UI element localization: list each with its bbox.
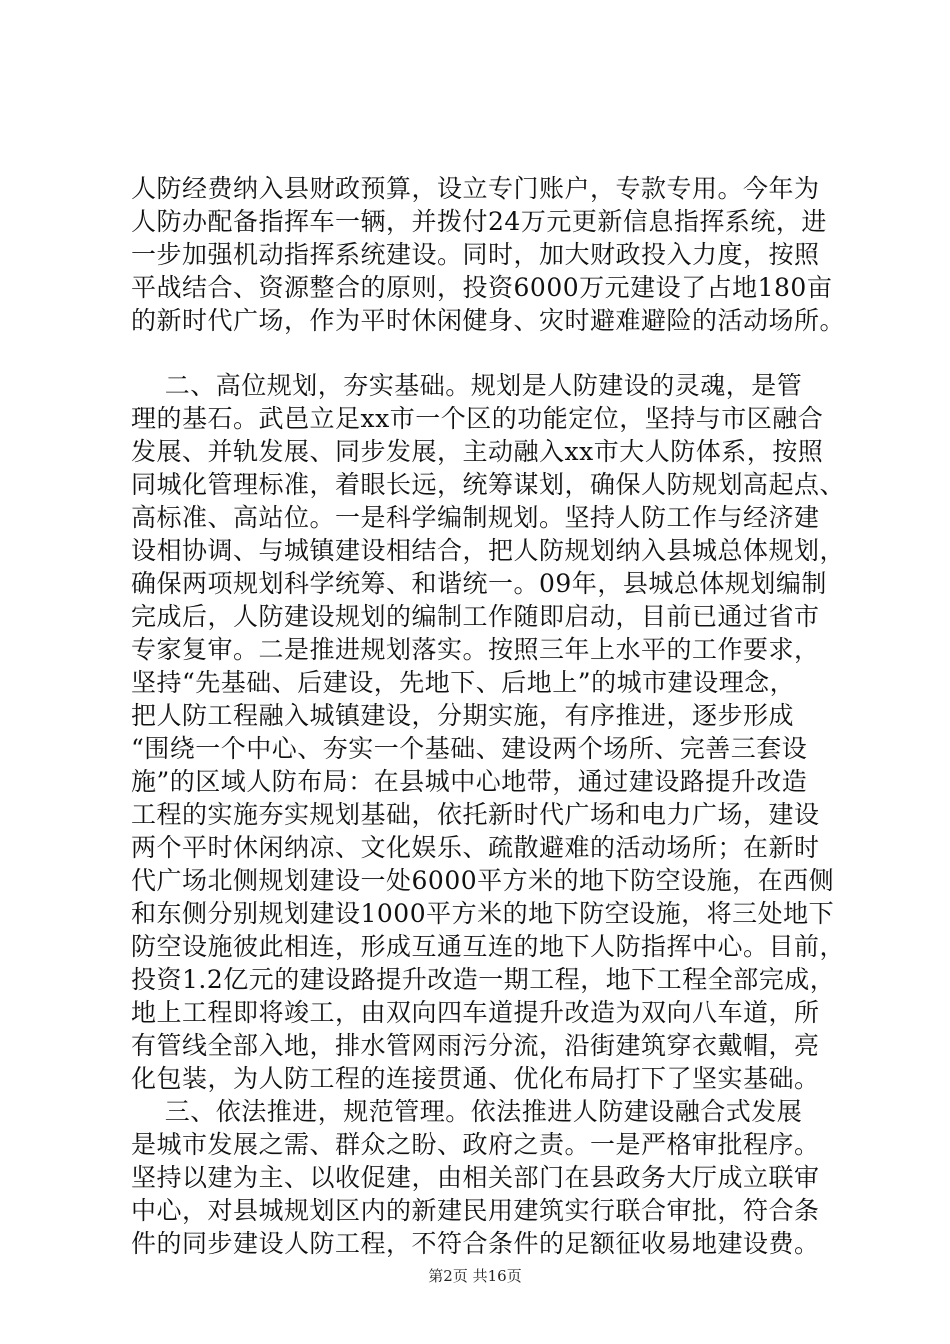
- text-line: 设相协调、与城镇建设相结合，把人防规划纳入县城总体规划，: [131, 536, 846, 565]
- text-line: 工程的实施夯实规划基础，依托新时代广场和电力广场，建设: [131, 800, 820, 829]
- text-line: 理的基石。武邑立足xx市一个区的功能定位，坚持与市区融合: [131, 404, 824, 433]
- text-line: 化包装，为人防工程的连接贯通、优化布局打下了坚实基础。: [131, 1064, 820, 1093]
- text-line: “围绕一个中心、夯实一个基础、建设两个场所、完善三套设: [131, 734, 808, 763]
- text-line: 施”的区域人防布局：在县城中心地带，通过建设路提升改造: [131, 767, 808, 796]
- text-line: 中心，对县城规划区内的新建民用建筑实行联合审批，符合条: [131, 1196, 820, 1225]
- text-line: 代广场北侧规划建设一处6000平方米的地下防空设施，在西侧: [131, 866, 835, 895]
- text-line: 防空设施彼此相连，形成互通互连的地下人防指挥中心。目前，: [131, 932, 846, 961]
- text-line: 发展、并轨发展、同步发展，主动融入xx市大人防体系，按照: [131, 437, 824, 466]
- text-line: 有管线全部入地，排水管网雨污分流，沿街建筑穿衣戴帽，亮: [131, 1031, 820, 1060]
- document-body: [131, 172, 846, 1260]
- text-line: 完成后，人防建设规划的编制工作随即启动，目前已通过省市: [131, 602, 820, 631]
- text-line: 和东侧分别规划建设1000平方米的地下防空设施，将三处地下: [131, 899, 835, 928]
- text-line: 件的同步建设人防工程，不符合条件的足额征收易地建设费。: [131, 1229, 820, 1258]
- text-line: 确保两项规划科学统筹、和谐统一。09年，县城总体规划编制: [131, 569, 827, 598]
- text-line: 是城市发展之需、群众之盼、政府之责。一是严格审批程序。: [131, 1130, 820, 1159]
- text-line: 两个平时休闲纳凉、文化娱乐、疏散避难的活动场所；在新时: [131, 833, 820, 862]
- text-line: 坚持以建为主、以收促建，由相关部门在县政务大厅成立联审: [131, 1163, 820, 1192]
- text-line: 三、依法推进，规范管理。依法推进人防建设融合式发展: [131, 1097, 803, 1126]
- text-line: 一步加强机动指挥系统建设。同时，加大财政投入力度，按照: [131, 240, 820, 269]
- text-line: 把人防工程融入城镇建设，分期实施，有序推进，逐步形成: [131, 701, 795, 730]
- text-line: 高标准、高站位。一是科学编制规划。坚持人防工作与经济建: [131, 503, 820, 532]
- text-line: 人防经费纳入县财政预算，设立专门账户，专款专用。今年为: [131, 174, 820, 203]
- text-line: 投资1.2亿元的建设路提升改造一期工程，地下工程全部完成，: [131, 965, 836, 994]
- page-number: 第2页 共16页: [428, 1267, 522, 1285]
- paragraph-spacer: [131, 337, 831, 369]
- text-line: 同城化管理标准，着眼长远，统筹谋划，确保人防规划高起点、: [131, 470, 846, 499]
- text-line: 二、高位规划，夯实基础。规划是人防建设的灵魂，是管: [131, 371, 803, 400]
- text-line: 地上工程即将竣工，由双向四车道提升改造为双向八车道，所: [131, 998, 820, 1027]
- text-line: 专家复审。二是推进规划落实。按照三年上水平的工作要求，: [131, 635, 820, 664]
- text-line: 平战结合、资源整合的原则，投资6000万元建设了占地180亩: [131, 273, 833, 302]
- text-line: 坚持“先基础、后建设，先地下、后地上”的城市建设理念，: [131, 668, 796, 697]
- text-line: 人防办配备指挥车一辆，并拨付24万元更新信息指挥系统，进: [131, 207, 827, 236]
- text-line: 的新时代广场，作为平时休闲健身、灾时避难避险的活动场所。: [131, 306, 846, 335]
